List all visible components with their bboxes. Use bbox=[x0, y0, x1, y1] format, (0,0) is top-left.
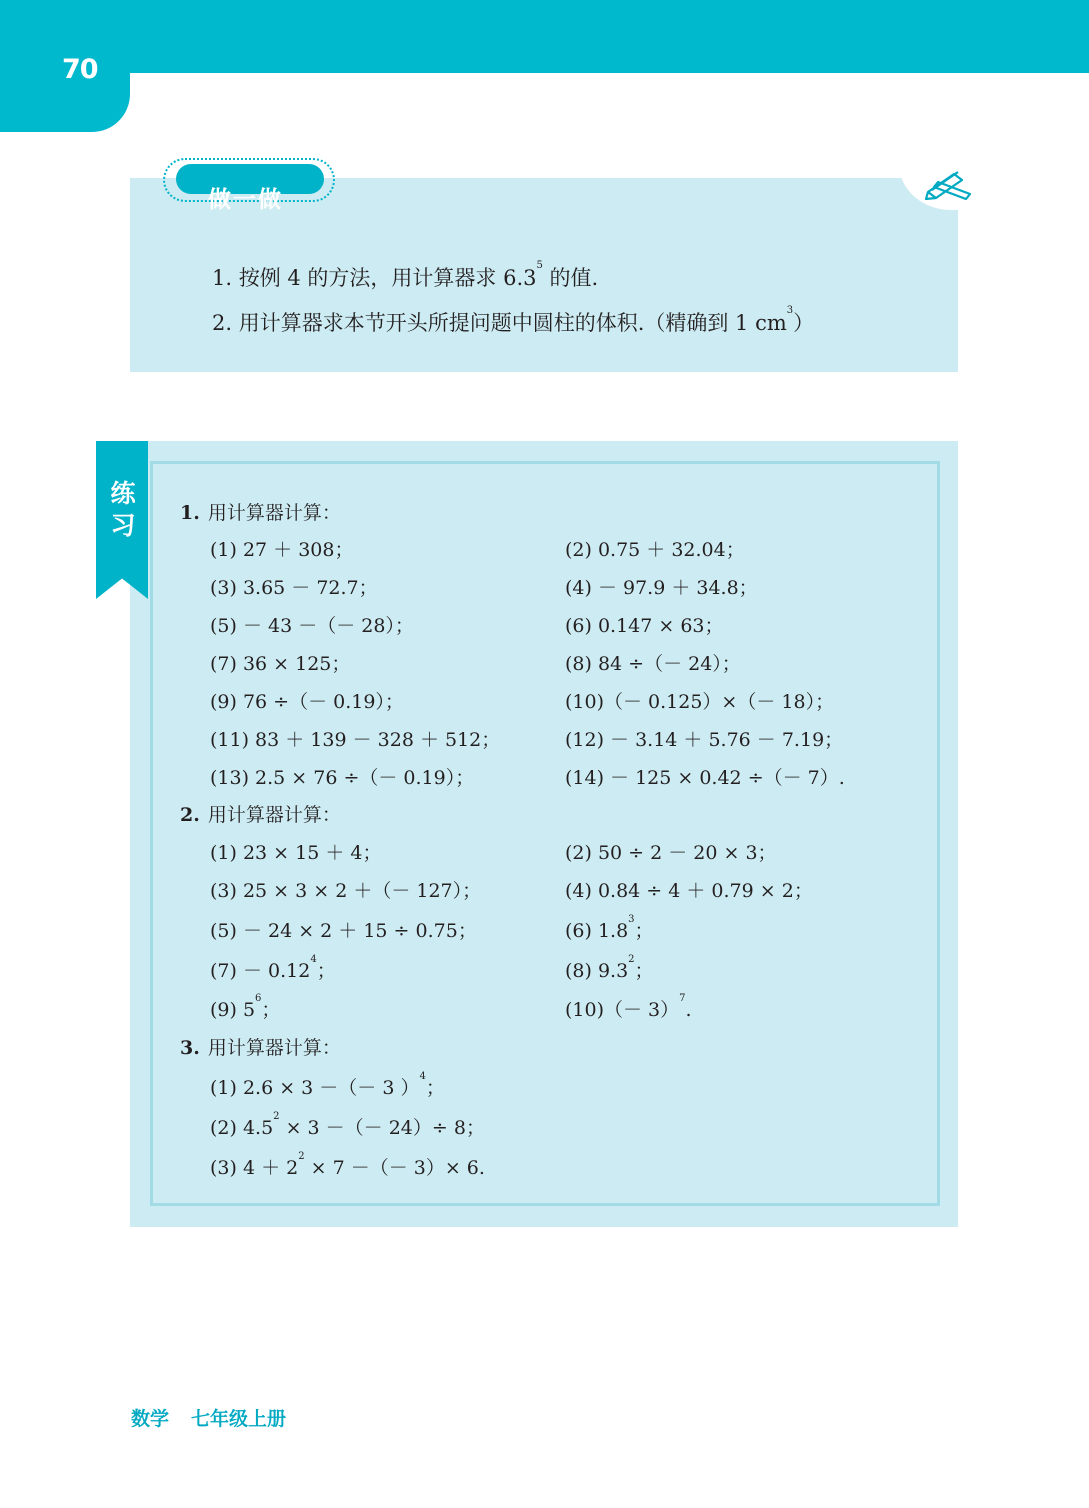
q1-item: (2) 0.75 ＋ 32.04； bbox=[565, 539, 745, 561]
question-3-heading: 3. 用计算器计算： bbox=[180, 1037, 341, 1059]
q1-item: (4) － 97.9 ＋ 34.8； bbox=[565, 577, 758, 599]
q1-item: (6) 0.147 × 63； bbox=[565, 615, 724, 637]
q2-item: (6) $1.8^3$； bbox=[565, 914, 654, 942]
footer-subject: 数学 bbox=[131, 1408, 170, 1430]
footer bbox=[131, 1404, 286, 1431]
q1-item: (8) 84 ÷（－ 24）； bbox=[565, 653, 741, 675]
q2-item: $(7) - 0.12^4$； bbox=[210, 954, 336, 982]
doit-title: 做一做 bbox=[208, 187, 283, 213]
q2-item: $(10)(- 3)^7$. bbox=[565, 993, 692, 1021]
q2-item: (9) $5^6$； bbox=[210, 993, 281, 1021]
header-band bbox=[0, 0, 1089, 73]
page-number: 70 bbox=[62, 54, 98, 85]
footer-grade: 七年级上册 bbox=[191, 1408, 287, 1430]
q3-item: (2) $4.5^2 \times 3$ －（－ 24）÷ 8； bbox=[210, 1111, 485, 1139]
q1-item: (7) 36 × 125； bbox=[210, 653, 351, 675]
doit-item-2: 2. 用计算器求本节开头所提问题中圆柱的体积.（精确到 1 $cm^3$） bbox=[212, 305, 815, 335]
q2-item: (5) － 24 × 2 ＋ 15 ÷ 0.75； bbox=[210, 920, 477, 942]
doit-item-1: 1. 按例 4 的方法，用计算器求 $6.3^5$ 的值. bbox=[212, 260, 599, 290]
question-2-heading: 2. 用计算器计算： bbox=[180, 804, 341, 826]
q2-item: (8) $9.3^2$； bbox=[565, 954, 654, 982]
q1-item: (13) 2.5 × 76 ÷（－ 0.19）； bbox=[210, 767, 475, 789]
q2-item: (2) 50 ÷ 2 － 20 × 3； bbox=[565, 842, 777, 864]
q3-item: (1) 2.6 × 3 －（－ 3 ）$^4$； bbox=[210, 1071, 445, 1099]
q1-item: (11) 83 ＋ 139 － 328 ＋ 512； bbox=[210, 729, 501, 751]
q1-item: (14) － 125 × 0.42 ÷（－ 7）. bbox=[565, 767, 845, 789]
q2-item: (1) 23 × 15 ＋ 4； bbox=[210, 842, 382, 864]
q1-item: (12) － 3.14 ＋ 5.76 － 7.19； bbox=[565, 729, 844, 751]
q2-item: (3) 25 × 3 × 2 ＋（－ 127）； bbox=[210, 880, 482, 902]
q1-item: (5) － 43 －（－ 28）； bbox=[210, 615, 414, 637]
q3-item: (3) $4 + 2^2 \times 7$ －（－ 3）× 6. bbox=[210, 1151, 485, 1179]
q1-item: (10)（－ 0.125）×（－ 18）； bbox=[565, 691, 835, 713]
pencil-icon bbox=[924, 170, 972, 200]
q1-item: (9) 76 ÷（－ 0.19）； bbox=[210, 691, 404, 713]
question-1-heading: 1. 用计算器计算： bbox=[180, 502, 341, 524]
q2-item: (4) 0.84 ÷ 4 ＋ 0.79 × 2； bbox=[565, 880, 813, 902]
q1-item: (1) 27 ＋ 308； bbox=[210, 539, 354, 561]
q1-item: (3) 3.65 － 72.7； bbox=[210, 577, 378, 599]
practice-ribbon-label: 练习 bbox=[110, 479, 136, 540]
